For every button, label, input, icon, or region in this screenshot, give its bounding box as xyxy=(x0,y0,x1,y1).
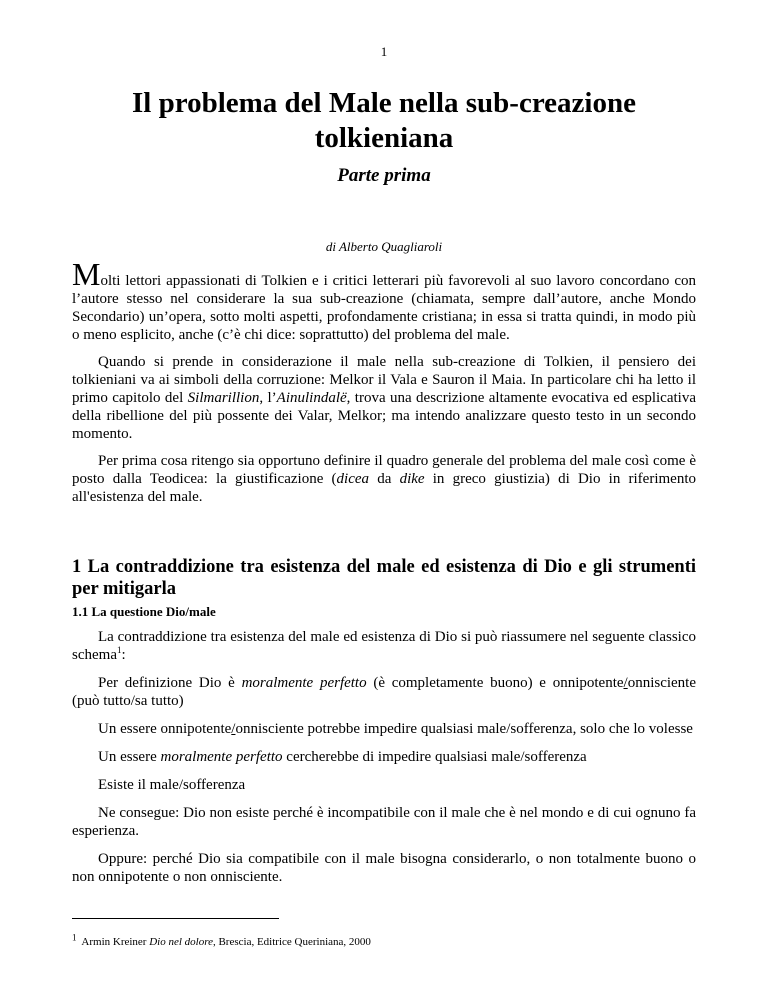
section-paragraph-6: Ne consegue: Dio non esiste perché è incompatibile con il male che è nel mondo e di cui ognuno fa esperienza. xyxy=(72,805,696,839)
document-subtitle: Parte prima xyxy=(337,165,431,186)
document-title: Il problema del Male nella sub-creazione tolkieniana xyxy=(132,87,636,155)
author-byline: di Alberto Quagliaroli xyxy=(325,239,443,254)
footnote-number: 1 xyxy=(72,932,77,943)
intro-paragraph-3: Per prima cosa ritengo sia opportuno definire il quadro generale del problema del male così come è posto dalla Teodicea: la giustificazione (dicea da dike in greco giustizia) di Dio in riferimento all'esistenza del male. xyxy=(72,453,696,505)
section-paragraph-1: La contraddizione tra esistenza del male ed esistenza di Dio si può riassumere nel seguente classico schema$^1$: xyxy=(72,629,696,663)
drop-cap: M xyxy=(72,256,101,292)
section-paragraph-5: Esiste il male/sofferenza xyxy=(98,777,246,793)
intro-paragraph-2: Quando si prende in considerazione il male nella sub-creazione di Tolkien, il pensiero dei tolkieniani va ai simboli della corruzione: Melkor il Vala e Sauron il Maia. In particolare chi ha letto il primo capitolo del Silmarillion, l’Ainulindalë, trova una descrizione altamente evocativa ed esplicativa della ribellione del più possente dei Valar, Melkor; ma intendo analizzare questo testo in un secondo momento. xyxy=(72,354,696,442)
footnote-separator xyxy=(72,918,279,919)
intro-section xyxy=(72,256,696,506)
footnote: $^1$ Armin Kreiner Dio nel dolore, Brescia, Editrice Queriniana, 2000 xyxy=(72,932,371,948)
footnote-ref: 1 xyxy=(116,645,122,655)
section-paragraph-4: Un essere moralmente perfetto cercherebbe di impedire qualsiasi male/sofferenza xyxy=(98,749,587,765)
section-paragraph-3: Un essere onnipotente/onnisciente potrebbe impedire qualsiasi male/sofferenza, solo che lo volesse xyxy=(98,721,693,737)
section-1-1-heading: 1.1 La questione Dio/male xyxy=(72,604,216,619)
intro-paragraph-1: Molti lettori appassionati di Tolkien e i critici letterari più favorevoli al suo lavoro concordano con l’autore stesso nel considerare la sua sub-creazione (chiamata, sempre dall’autore, anche Mondo Secondario) un’opera, sotto molti aspetti, profondamente cristiana; in essa si tratta quindi, in modo più o meno esplicito, anche (c’è chi dice: soprattutto) del problema del male. xyxy=(72,256,696,343)
section-paragraph-7: Oppure: perché Dio sia compatibile con il male bisogna considerarlo, o non totalmente buono o non onnipotente o non onnisciente. xyxy=(72,851,696,885)
section-paragraph-2: Per definizione Dio è moralmente perfetto (è completamente buono) e onnipotente/onnisciente (può tutto/sa tutto) xyxy=(72,675,697,709)
section-1-heading: 1 La contraddizione tra esistenza del male ed esistenza di Dio e gli strumenti per mitigarla xyxy=(72,557,696,599)
page-number: 1 xyxy=(380,44,388,59)
section-1-body xyxy=(72,628,696,886)
